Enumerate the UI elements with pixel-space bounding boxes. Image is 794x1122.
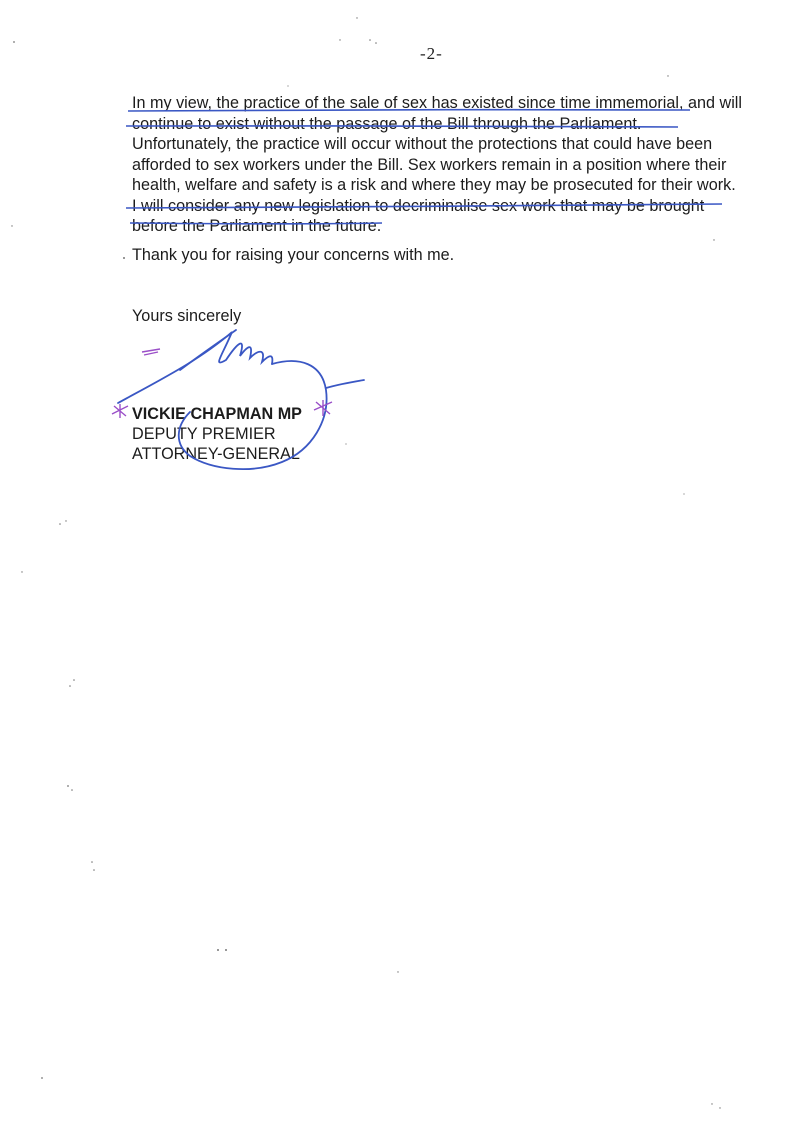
body-paragraph-1 — [132, 93, 772, 237]
closing-salutation: Yours sincerely — [132, 307, 242, 325]
page-number: -2- — [420, 44, 443, 63]
paragraph-line: health, welfare and safety is a risk and where they may be prosecuted for their work. — [132, 176, 736, 194]
paragraph-line: In my view, the practice of the sale of sex has existed since time immemorial, and will — [132, 94, 742, 112]
paragraph-line: continue to exist without the passage of the Bill through the Parliament. — [132, 114, 642, 133]
signatory-name: VICKIE CHAPMAN MP — [132, 405, 302, 423]
paragraph-line: I will consider any new legislation to decriminalise sex work that may be brought — [132, 196, 705, 215]
signatory-title-1: DEPUTY PREMIER — [132, 425, 276, 443]
paragraph-line: Unfortunately, the practice will occur without the protections that could have been — [132, 135, 713, 153]
signatory-block — [132, 404, 302, 464]
body-paragraph-2 — [132, 245, 772, 266]
paragraph-line: Thank you for raising your concerns with me. — [132, 246, 455, 264]
paragraph-line: afforded to sex workers under the Bill. Sex workers remain in a position where their — [132, 155, 727, 174]
signatory-title-2: ATTORNEY-GENERAL — [132, 445, 300, 463]
paragraph-line: before the Parliament in the future. — [132, 217, 382, 235]
